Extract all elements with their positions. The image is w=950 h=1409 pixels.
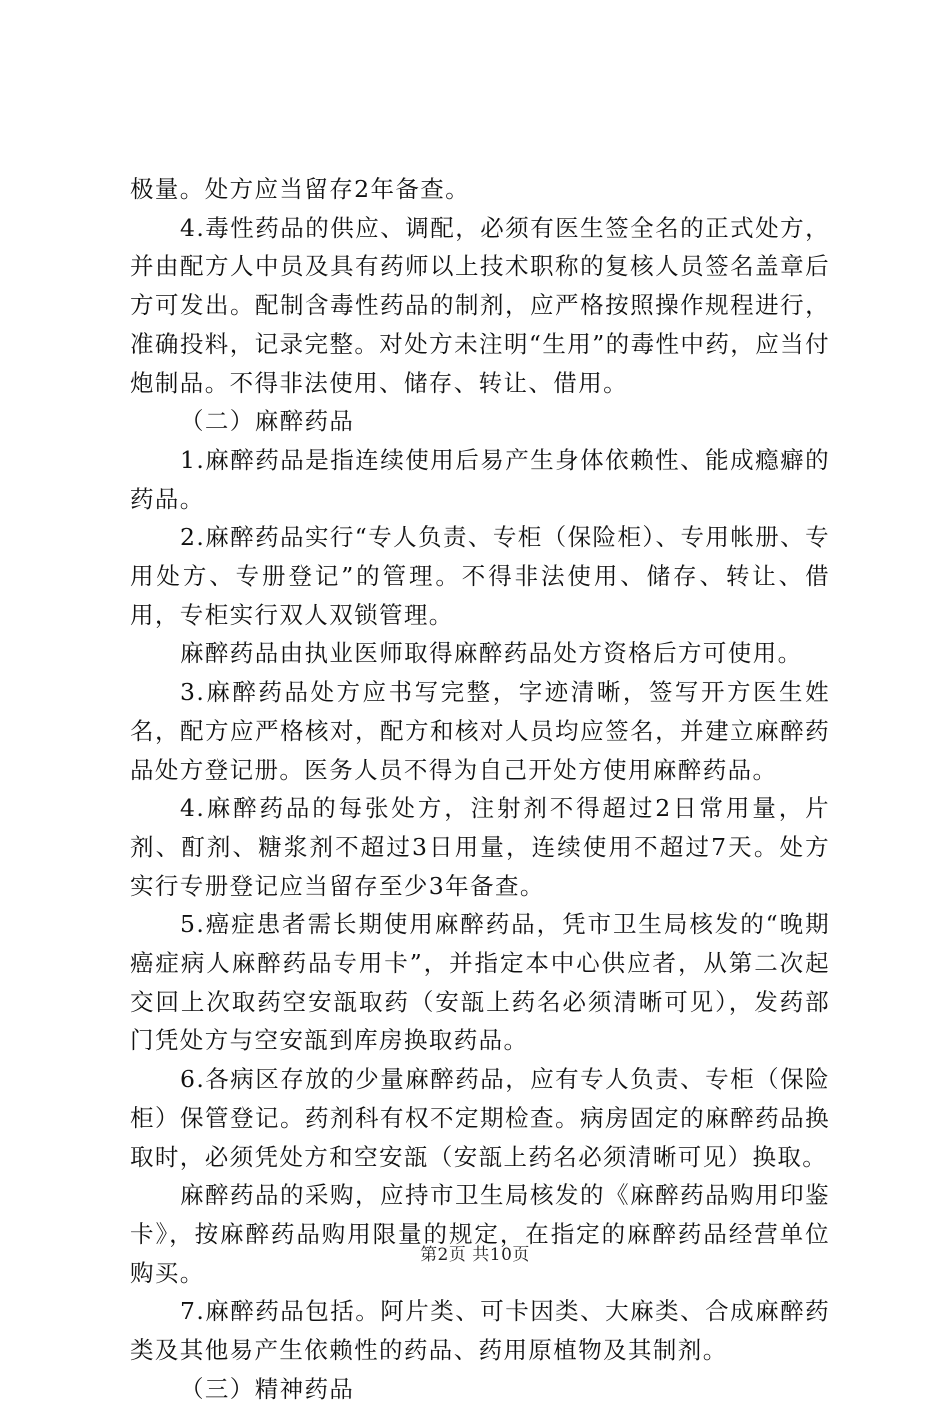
paragraph: 极量。处方应当留存2年备查。 bbox=[130, 175, 471, 203]
paragraph: 麻醉药品由执业医师取得麻醉药品处方资格后方可使用。 bbox=[180, 639, 803, 668]
paragraph: 1.麻醉药品是指连续使用后易产生身体依赖性、能成瘾癖的药品。 bbox=[130, 445, 830, 513]
document-body bbox=[130, 170, 830, 1409]
paragraph: 3.麻醉药品处方应书写完整，字迹清晰，签写开方医生姓名，配方应严格核对，配方和核对人员均应签名，并建立麻醉药品处方登记册。医务人员不得为自己开处方使用麻醉药品。 bbox=[130, 678, 830, 784]
section-heading: （二）麻醉药品 bbox=[180, 407, 355, 436]
paragraph: 麻醉药品的采购，应持市卫生局核发的《麻醉药品购用印鉴卡》，按麻醉药品购用限量的规定，在指定的麻醉药品经营单位购买。 bbox=[130, 1181, 830, 1287]
section-heading: （三）精神药品 bbox=[180, 1374, 355, 1403]
paragraph: 4.毒性药品的供应、调配，必须有医生签全名的正式处方，并由配方人中员及具有药师以上技术职称的复核人员签名盖章后方可发出。配制含毒性药品的制剂，应严格按照操作规程进行，准确投料，记录完整。对处方未注明“生用”的毒性中药，应当付炮制品。不得非法使用、储存、转让、借用。 bbox=[130, 213, 830, 397]
paragraph: 2.麻醉药品实行“专人负责、专柜（保险柜）、专用帐册、专用处方、专册登记”的管理。不得非法使用、储存、转让、借用，专柜实行双人双锁管理。 bbox=[130, 523, 830, 629]
paragraph: 4.麻醉药品的每张处方，注射剂不得超过2日常用量，片剂、酊剂、糖浆剂不超过3日用量，连续使用不超过7天。处方实行专册登记应当留存至少3年备查。 bbox=[130, 794, 830, 900]
paragraph: 7.麻醉药品包括。阿片类、可卡因类、大麻类、合成麻醉药类及其他易产生依赖性的药品、药用原植物及其制剂。 bbox=[130, 1297, 830, 1365]
page-number-footer: 第2页 共10页 bbox=[420, 1245, 530, 1265]
paragraph: 6.各病区存放的少量麻醉药品，应有专人负责、专柜（保险柜）保管登记。药剂科有权不定期检查。病房固定的麻醉药品换取时，必须凭处方和空安瓿（安瓿上药名必须清晰可见）换取。 bbox=[130, 1065, 830, 1171]
paragraph: 5.癌症患者需长期使用麻醉药品，凭市卫生局核发的“晚期癌症病人麻醉药品专用卡”，并指定本中心供应者，从第二次起交回上次取药空安瓿取药（安瓿上药名必须清晰可见），发药部门凭处方与空安瓿到库房换取药品。 bbox=[130, 910, 831, 1055]
